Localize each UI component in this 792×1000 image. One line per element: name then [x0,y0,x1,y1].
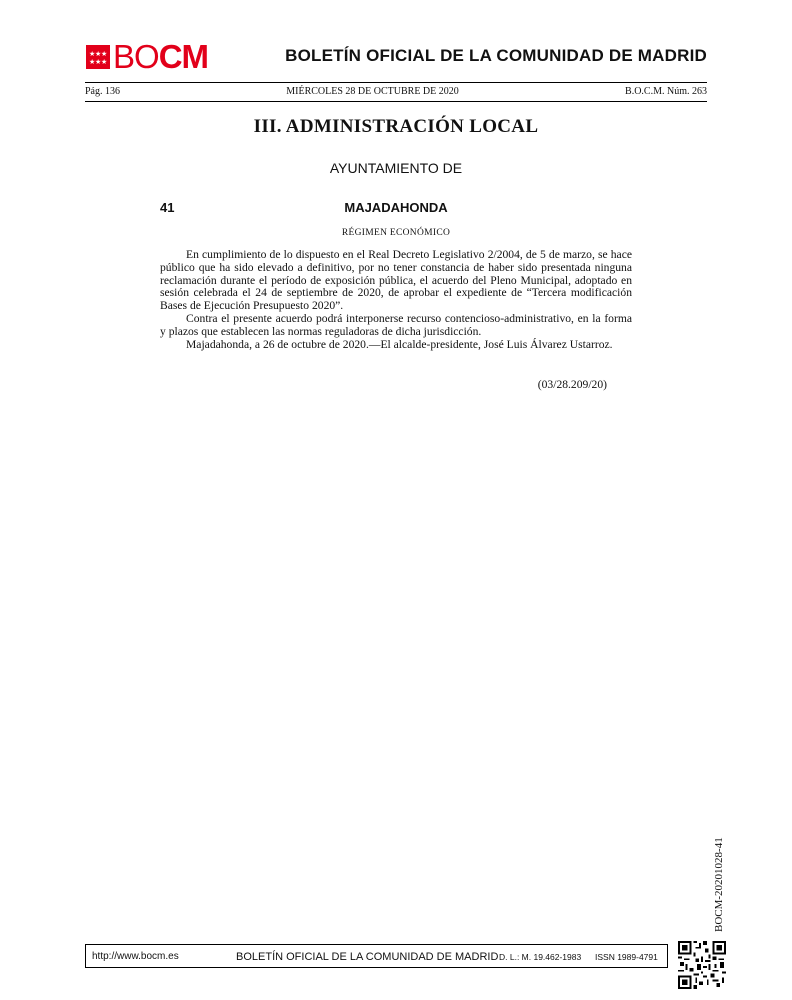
logo-text-bo: BO [113,38,159,75]
issn: ISSN 1989-4791 [595,952,658,962]
madrid-stars-icon: ★ ★ ★ ★ ★ ★ [86,45,110,69]
header-rule [85,82,707,83]
announcement-reference: (03/28.209/20) [537,378,607,391]
body-paragraph: Contra el presente acuerdo podrá interponerse recurso contencioso-administrativo, en la forma y plazos que establecen las normas reguladoras de dicha jurisdicción. [160,311,632,338]
qr-code-icon [678,941,726,989]
issue-number: B.O.C.M. Núm. 263 [625,86,707,97]
page-number: Pág. 136 [85,86,120,97]
bocm-logo [86,38,209,75]
footer-url-link[interactable]: http://www.bocm.es [92,951,179,962]
announcement-number: 41 [160,200,175,215]
logo-text-cm: CM [158,38,209,75]
document-code: BOCM-20201028-41 [713,837,725,932]
footer-title: BOLETÍN OFICIAL DE LA COMUNIDAD DE MADRID [236,951,499,963]
body-paragraph: En cumplimiento de lo dispuesto en el Real Decreto Legislativo 2/2004, de 5 de marzo, se hace público que ha sido elevado a definitivo, por no tener constancia de haber sido presentada ninguna reclamación durante el período de exposición pública, el acuerdo del Pleno Municipal, adoptado en sesión celebrada el 24 de septiembre de 2020, de aprobar el expediente de “Tercera modificación Bases de Ejecución Presupuesto 2020”. [160,248,632,313]
masthead-title: BOLETÍN OFICIAL DE LA COMUNIDAD DE MADRID [285,46,707,65]
section-title: III. ADMINISTRACIÓN LOCAL [253,116,539,137]
body-paragraph: Majadahonda, a 26 de octubre de 2020.—El alcalde-presidente, José Luis Álvarez Ustarroz. [186,337,613,351]
announcement-body [160,249,632,351]
logo-text [113,38,209,75]
subheader-rule [85,101,707,102]
entity-type: AYUNTAMIENTO DE [329,160,463,176]
issue-subheader [85,86,707,100]
legal-deposit: D. L.: M. 19.462-1983 [499,952,582,962]
footer [85,944,668,968]
announcement-subject: RÉGIMEN ECONÓMICO [341,228,451,238]
issue-date: MIÉRCOLES 28 DE OCTUBRE DE 2020 [286,86,459,97]
municipality-name: MAJADAHONDA [344,200,448,215]
